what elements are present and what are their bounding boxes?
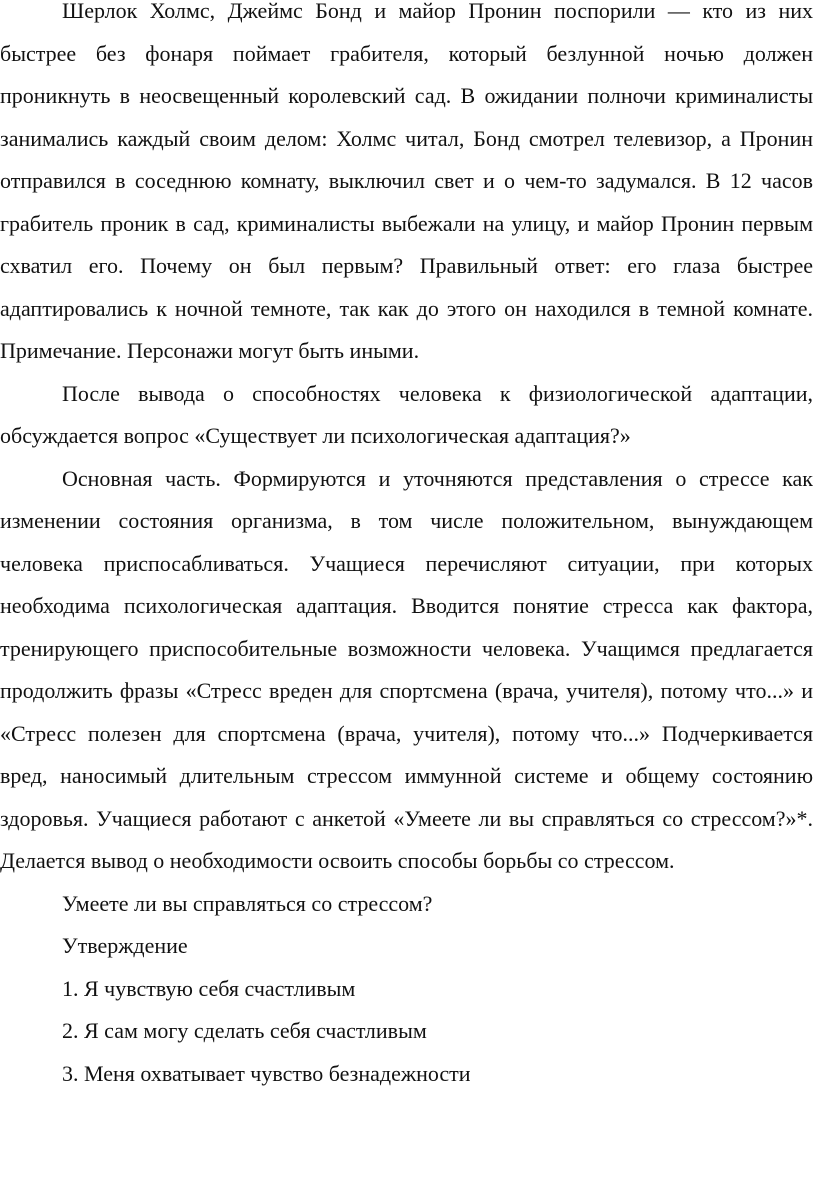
paragraph-psychological-adaptation: После вывода о способностях человека к физиологической адаптации, обсуждается вопрос «Существует ли психологическая адаптация?» xyxy=(0,380,813,448)
paragraph-main-part-stress: Основная часть. Формируются и уточняются представления о стрессе как изменении состояния организма, в том числе положительном, вынуждающем человека приспосабливаться. Учащиеся перечисляют ситуации, при которых необходима психологическая адаптация. Вводится понятие стресса как фактора, тренирующего приспособительные возможности человека. Учащимся предлагается продолжить фразы «Стресс вреден для спортсмена (врача, учителя), потому что...» и «Стресс полезен для спортсмена (врача, учителя), потому что...» Подчеркивается вред, наносимый длительным стрессом иммунной системе и общему состоянию здоровья. Учащиеся работают с анкетой «Умеете ли вы справляться со стрессом?»*. Делается вывод о необходимости освоить способы борьбы со стрессом. xyxy=(0,465,813,873)
statement-item: 2. Я сам могу сделать себя счастливым xyxy=(62,1018,427,1043)
questionnaire-title: Умеете ли вы справляться со стрессом? xyxy=(62,890,433,916)
statement-item: 1. Я чувствую себя счастливым xyxy=(62,975,356,1001)
statement-item: 3. Меня охватывает чувство безнадежности xyxy=(62,1060,471,1086)
statement-header: Утверждение xyxy=(62,933,188,958)
paragraph-holmes-bond-pronin: Шерлок Холмс, Джеймс Бонд и майор Пронин поспорили — кто из них быстрее без фонаря поймает грабителя, который безлунной ночью должен проникнуть в неосвещенный королевский сад. В ожидании полночи криминалисты занимались каждый своим делом: Холмс читал, Бонд смотрел телевизор, а Пронин отправился в соседнюю комнату, выключил свет и о чем-то задумался. В 12 часов грабитель проник в сад, криминалисты выбежали на улицу, и майор Пронин первым схватил его. Почему он был первым? Правильный ответ: его глаза быстрее адаптировались к ночной темноте, так как до этого он находился в темной комнате. Примечание. Персонажи могут быть иными. xyxy=(0,0,813,363)
